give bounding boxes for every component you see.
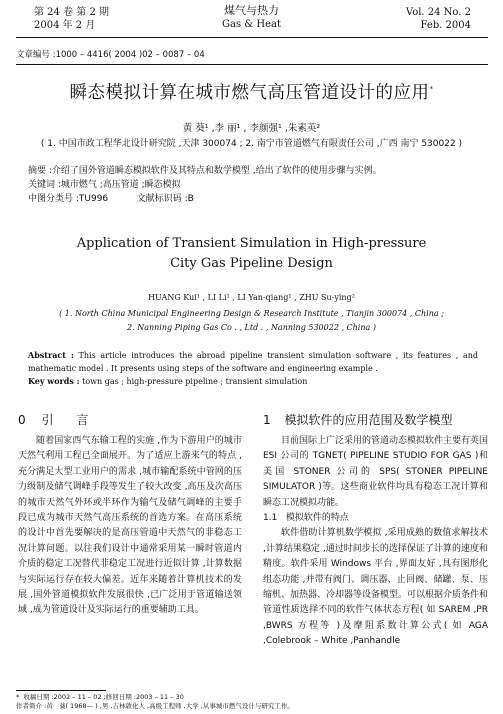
title-en (0, 234, 503, 274)
section-0-paragraph: 随着国家西气东输工程的实施 ,作为下游用户的城市天然气利用工程已全面展开。为了适应上游来气的特点 ,充分满足大型工业用户的需求 ,城市输配系统中管网的压力级制及储气调峰手段等发生了较大改变 ,高压及次高压的城市天然气外环或半环作为输气及储气调峰的主要手段已成为城市天然气高压系统的首选方案。在高压系统的设计中首先要解决的是高压管道中天然气的非稳态工况计算问题。以往我们设计中通常采用某一瞬时管道内介质的稳定工况替代非稳定工况进行近似计算 ,计算数据与实际运行存在较大偏差。近年来随着计算机技术的发展 ,国外管道模拟软件发展很快 ,已广泛用于管道输送领域 ,成为管道设计及实际运行的重要辅助工具。 (18, 436, 242, 616)
keywords-cn: 关键词 :城市燃气 ;高压管道 ;瞬态模拟 (28, 180, 181, 190)
authors-en: HUANG Kui¹ , LI Li¹ , LI Yan-qiang¹ , ZHU Su-ying² (148, 293, 355, 302)
affiliation-cn: ( 1. 中国市政工程华北设计研究院 ,天津 300074 ; 2. 南宁市管道燃气有限责任公司 ,广西 南宁 530022 ) (40, 139, 463, 149)
abstract-en-label: Abstract : (28, 350, 74, 360)
abstract-cn: 摘要 :介绍了国外管道瞬态模拟软件及其特点和数学模型 ,给出了软件的使用步骤与实例。 (28, 166, 382, 176)
article-number: 文章编号 :1000 – 4416( 2004 )02 – 0087 – 04 (16, 50, 205, 60)
section-0-heading (18, 411, 88, 428)
authors-cn: 黄 葵¹ ,李 丽¹ , 李颜强¹ ,朱素英² (182, 123, 321, 134)
section-0-title: 引 言 (41, 413, 89, 427)
section-1-title: 模拟软件的应用范围及数学模型 (284, 413, 453, 427)
header-rule (16, 37, 488, 38)
classification-cn: 中图分类号 :TU996 文献标识码 :B (28, 194, 194, 204)
volume-issue-cn: 第 24 卷 第 2 期 (34, 7, 109, 18)
abstract-block-cn (28, 164, 382, 206)
section-0-body (18, 434, 242, 619)
date-cn: 2004 年 2 月 (34, 20, 96, 31)
section-1-heading (263, 411, 452, 428)
keywords-en-label: Key words : (28, 376, 80, 386)
journal-name-cn: 煤气与热力 (224, 4, 279, 17)
date-en: Feb. 2004 (420, 20, 471, 31)
footnote (16, 693, 496, 711)
title-footnote-mark: * (429, 85, 434, 94)
footnote-author-bio: 作者简介 :黄 葵( 1968— ) ,男 ,吉林敦化人 ,高级工程师 ,大学 ,从事城市燃气设计与研究工作。 (16, 702, 294, 710)
subsection-1-1-paragraph: 软件借助计算机数学模拟 ,采用成熟的数值求解技术 ,计算结果稳定 ,通过时间步长的选择保证了计算的速度和精度。软件采用 Windows 平台 ,界面友好 ,具有图形化组态功能 ,并带有阀门、调压器、止回阀、储罐、泵、压缩机、加热器、冷却器等设备模型。可以根据介质条件和管道性质选择不同的软件气体状态方程( 如 SAREM ,PR ,BWRS 方程等 )及摩阻系数计算公式( 如 AGA ,Colebrook – White ,Panhandle (263, 528, 489, 647)
journal-name-en: Gas & Heat (222, 19, 281, 30)
footnote-received: * 收稿日期 :2002 – 11 – 02 ;修回日期 :2003 – 11 – 30 (16, 693, 184, 701)
title-cn: 瞬态模拟计算在城市燃气高压管道设计的应用 (69, 83, 430, 103)
affiliation-en-line-1: ( 1. North China Municipal Engineering Design & Research Institute , Tianjin 300074 , China ; (59, 309, 444, 318)
section-1-number: 1 (263, 413, 271, 427)
title-en-line-2: City Gas Pipeline Design (170, 256, 333, 271)
title-en-line-1: Application of Transient Simulation in High-pressure (76, 236, 427, 251)
abstract-block-en (28, 349, 478, 388)
section-0-number: 0 (18, 413, 26, 427)
abstract-en: This article introduces the abroad pipeline transient simulation software , its features , and mathematic model . It presents using steps of the software and engineering example . (28, 351, 479, 373)
running-header-right (406, 6, 471, 32)
footnote-rule (16, 690, 106, 691)
section-1-paragraph: 目前国际上广泛采用的管道动态模拟软件主要有英国 ESI 公司的 TGNET( PIPELINE STUDIO FOR GAS )和美国 STONER 公司的 SPS( STONER PIPELINE SIMULATOR )等。这些商业软件均具有稳态工况计算和瞬态工况模拟功能。 (263, 436, 489, 508)
subsection-1-1-heading: 1.1 模拟软件的特点 (263, 513, 349, 524)
page-title (0, 79, 503, 104)
article-rule (16, 64, 488, 65)
keywords-en: town gas ; high-pressure pipeline ; transient simulation (79, 377, 308, 386)
section-1-body (263, 434, 488, 650)
volume-issue-en: Vol. 24 No. 2 (405, 7, 471, 18)
affiliation-en (0, 307, 503, 335)
affiliation-en-line-2: 2. Nanning Piping Gas Co . , Ltd . , Nanning 530022 , China ) (127, 323, 376, 332)
